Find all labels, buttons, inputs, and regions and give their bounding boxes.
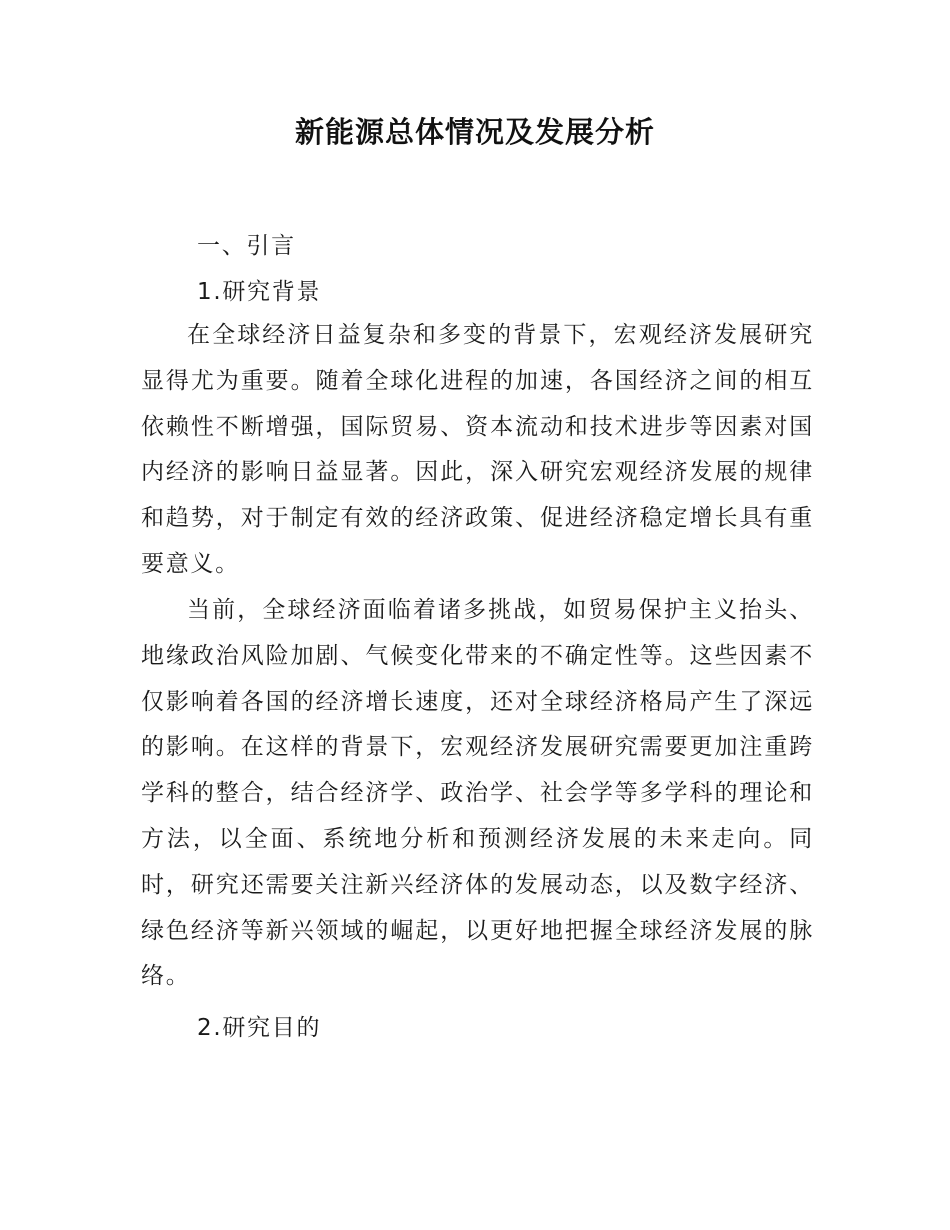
paragraph-text: 在全球经济日益复杂和多变的背景下，宏观经济发展研究显得尤为重要。随着全球化进程的加速，各国经济之间的相互依赖性不断增强，国际贸易、资本流动和技术进步等因素对国内经济的影响日益显著。因此，深入研究宏观经济发展的规律和趋势，对于制定有效的经济政策、促进经济稳定增长具有重要意义。	[141, 322, 814, 577]
paragraph-text: 当前，全球经济面临着诸多挑战，如贸易保护主义抬头、地缘政治风险加剧、气候变化带来的不确定性等。这些因素不仅影响着各国的经济增长速度，还对全球经济格局产生了深远的影响。在这样的背景下，宏观经济发展研究需要更加注重跨学科的整合，结合经济学、政治学、社会学等多学科的理论和方法，以全面、系统地分析和预测经济发展的未来走向。同时，研究还需要关注新兴经济体的发展动态，以及数字经济、绿色经济等新兴领域的崛起，以更好地把握全球经济发展的脉络。	[141, 597, 814, 990]
subsection-heading-research-purpose: 2.研究目的	[197, 1015, 322, 1041]
paragraph-background-1	[141, 313, 814, 588]
subsection-heading-research-background: 1.研究背景	[197, 279, 322, 305]
document-title: 新能源总体情况及发展分析	[294, 115, 655, 149]
section-heading-introduction: 一、引言	[197, 233, 296, 259]
paragraph-background-2	[141, 588, 814, 1000]
